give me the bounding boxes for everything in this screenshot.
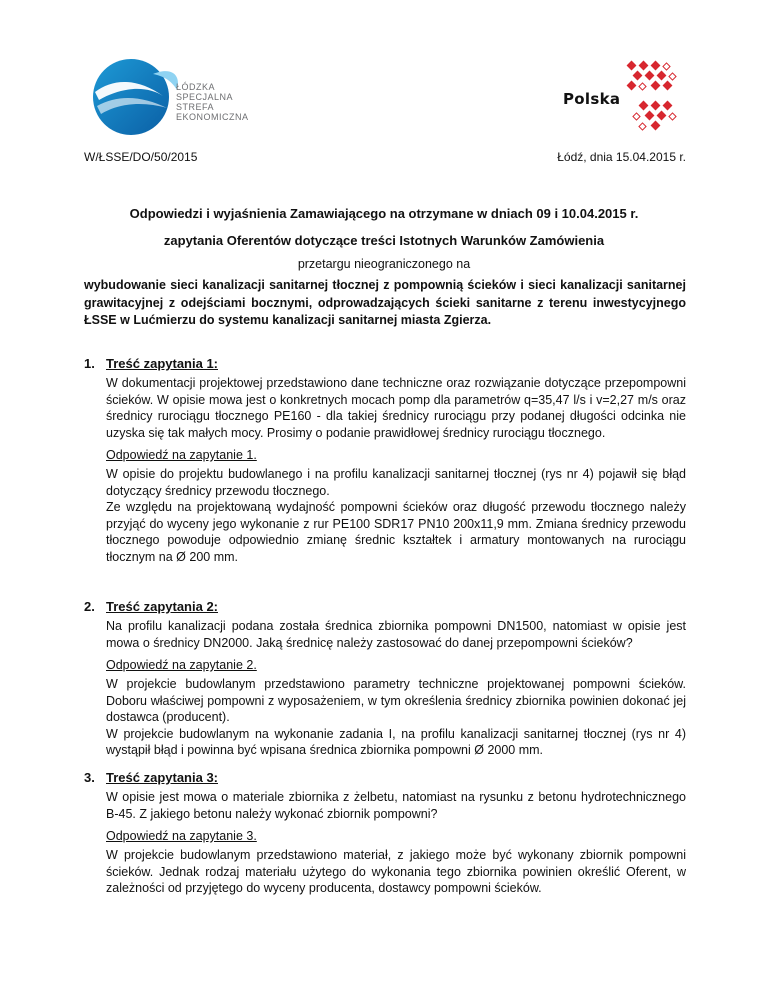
question-heading (84, 356, 686, 371)
answer-paragraph: W projekcie budowlanym przedstawiono parametry techniczne projektowanej pompowni ścieków. Doboru właściwej pompowni z wyposażeniem, w tym określenia średnicy zbiornika powinien dokonać jej dostawca (producent). (106, 677, 686, 724)
question-section-3 (84, 770, 686, 897)
lsse-logo-line: SPECJALNA (176, 92, 234, 102)
lsse-logo-line: EKONOMICZNA (176, 112, 249, 122)
lsse-logo-line: STREFA (176, 102, 215, 112)
question-label: Treść zapytania 1: (106, 356, 218, 371)
answer-paragraph: Ze względu na projektowaną wydajność pompowni ścieków oraz długość przewodu tłocznego należy przyjąć do wyceny jego wykonanie z rur PE100 SDR17 PN10 200x11,9 mm. Zmiana średnicy przewodu tłocznego powoduje odpowiednio zmianę średnic kształtek i armatury montowanych na rurociągu tłocznym na Ø 200 mm. (106, 500, 686, 564)
question-text: W opisie jest mowa o materiale zbiornika z żelbetu, natomiast na rysunku z betonu hydrotechnicznego B-45. Z jakiego betonu należy wykonać zbiornik pompowni? (106, 790, 686, 821)
tender-subject: wybudowanie sieci kanalizacji sanitarnej tłocznej z pompownią ścieków i sieci kanalizacji sanitarnej grawitacyjnej z odejściami bocznymi, odprowadzających ścieki sanitarne z terenu inwestycyjnego ŁSSE w Lućmierzu do systemu kanalizacji sanitarnej miasta Zgierza. (84, 278, 686, 327)
question-section-2 (84, 599, 686, 759)
polska-logo-text: Polska (563, 90, 621, 108)
answer-heading: Odpowiedź na zapytanie 3. (106, 829, 257, 843)
question-heading (84, 599, 686, 614)
document-reference: W/ŁSSE/DO/50/2015 (84, 150, 198, 164)
answer-paragraph: W opisie do projektu budowlanego i na profilu kanalizacji sanitarnej tłocznej (rys nr 4) pojawił się błąd dotyczący średnicy przewodu tłocznego. (106, 467, 686, 498)
lsse-logo-text (176, 82, 249, 122)
answer-paragraph: W projekcie budowlanym na wykonanie zadania I, na profilu kanalizacji sanitarnej tłocznej (rys nr 4) wystąpił błąd i powinna być wpisana średnica zbiornika pompowni Ø 2000 mm. (106, 726, 686, 757)
document-title: Odpowiedzi i wyjaśnienia Zamawiającego na otrzymane w dniach 09 i 10.04.2015 r. (129, 206, 639, 221)
question-number: 2. (84, 599, 95, 614)
question-text: Na profilu kanalizacji podana została średnica zbiornika pompowni DN1500, natomiast w opisie jest mowa o średnicy DN2000. Jaką średnicę należy zastosować do danej przepompowni ścieków? (106, 619, 686, 650)
question-label: Treść zapytania 3: (106, 770, 218, 785)
answer-text (106, 466, 686, 565)
lsse-logo-line: ŁÓDZKA (176, 82, 216, 92)
question-number: 1. (84, 356, 95, 371)
document-subtitle-tender: przetargu nieograniczonego na (297, 257, 471, 271)
question-heading (84, 770, 686, 785)
answer-text (106, 847, 686, 897)
answer-paragraph: W projekcie budowlanym przedstawiono materiał, z jakiego może być wykonany zbiornik pompowni ścieków. Jednak rodzaj materiału użytego do wykonania tego zbiornika powinien określić Oferent, w zależności od przyjętego do wyceny producenta, dostawcy pompowni ścieków. (106, 848, 686, 895)
answer-text (106, 676, 686, 759)
question-label: Treść zapytania 2: (106, 599, 218, 614)
document-subtitle: zapytania Oferentów dotyczące treści Istotnych Warunków Zamówienia (163, 233, 605, 248)
document-date: Łódź, dnia 15.04.2015 r. (557, 150, 686, 164)
question-number: 3. (84, 770, 95, 785)
question-text: W dokumentacji projektowej przedstawiono dane techniczne oraz rozwiązanie dotyczące przepompowni ścieków. W opisie mowa jest o konkretnych mocach pomp dla parametrów q=35,47 l/s i v=2,27 m/s oraz średnicy rurociągu tłocznego PE160 - dla takiej średnicy rurociągu przy podanej długości odcinka nie uzyska się tak małych mocy. Prosimy o podanie prawidłowej średnicy rurociągu tłocznego. (106, 376, 686, 440)
answer-heading: Odpowiedź na zapytanie 1. (106, 448, 257, 462)
question-section-1 (84, 356, 686, 565)
answer-heading: Odpowiedź na zapytanie 2. (106, 658, 257, 672)
